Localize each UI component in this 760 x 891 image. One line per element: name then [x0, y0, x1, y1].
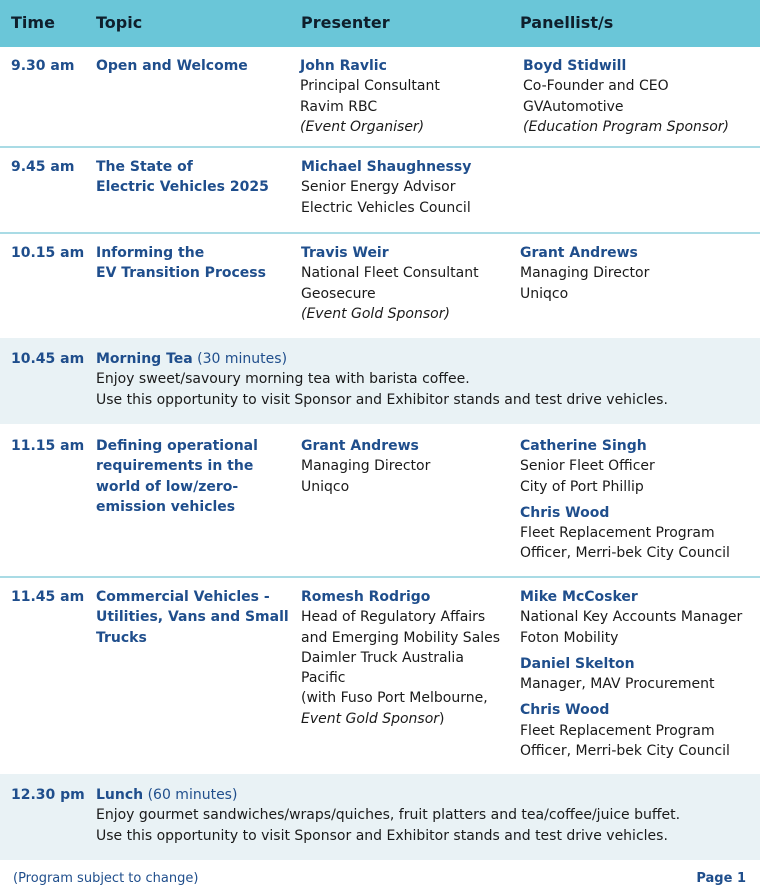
break-title: Morning Tea: [96, 351, 193, 367]
break-cell: Morning Tea (30 minutes) Enjoy sweet/savoury morning tea with barista coffee. Use this opportunity to visit Sponsor and Exhibitor stands and test drive vehicles.: [96, 351, 668, 408]
presenter-cell: Romesh Rodrigo Head of Regulatory Affairs and Emerging Mobility Sales Daimler Truck Australia Pacific (with Fuso Port Melbourne, Event Gold Sponsor): [301, 589, 501, 727]
panellist-name: Daniel Skelton: [520, 655, 635, 672]
presenter-name: Grant Andrews: [301, 438, 419, 454]
panellist-cell: Mike McCosker National Key Accounts Manager Foton Mobility Daniel Skelton Manager, MAV Procurement Chris Wood Fleet Replacement Program Officer, Merri-bek City Council: [520, 589, 743, 760]
presenter-cell: Michael Shaughnessy Senior Energy Advisor Electric Vehicles Council: [301, 159, 472, 216]
panellist-name: Catherine Singh: [520, 438, 647, 454]
presenter-name: John Ravlic: [300, 58, 387, 74]
header-topic: Topic: [96, 13, 143, 32]
row-topic: Commercial Vehicles - Utilities, Vans and Small Trucks: [96, 589, 289, 646]
row-time: 12.30 pm: [11, 787, 85, 803]
table-row: [0, 578, 760, 774]
presenter-cell: Grant Andrews Managing Director Uniqco: [301, 438, 431, 495]
panellist-cell: Grant Andrews Managing Director Uniqco: [520, 245, 650, 302]
table-row: [0, 424, 760, 576]
break-duration: (30 minutes): [197, 351, 288, 367]
presenter-name: Travis Weir: [301, 245, 389, 261]
header-time: Time: [11, 13, 55, 32]
row-time: 9.30 am: [11, 58, 75, 74]
panellist-name: Mike McCosker: [520, 589, 638, 605]
panellist-name: Chris Wood: [520, 702, 610, 719]
row-time: 10.45 am: [11, 351, 85, 367]
program-note: (Program subject to change): [13, 871, 199, 886]
panellist-name: Grant Andrews: [520, 245, 638, 261]
row-topic: Open and Welcome: [96, 58, 248, 74]
presenter-cell: Travis Weir National Fleet Consultant Geosecure (Event Gold Sponsor): [301, 245, 479, 322]
presenter-name: Michael Shaughnessy: [301, 159, 472, 175]
panellist-cell: Boyd Stidwill Co-Founder and CEO GVAutomotive (Education Program Sponsor): [523, 58, 729, 135]
row-time: 9.45 am: [11, 159, 75, 175]
panellist-cell: Catherine Singh Senior Fleet Officer City of Port Phillip Chris Wood Fleet Replacement Program Officer, Merri-bek City Council: [520, 438, 730, 562]
break-duration: (60 minutes): [147, 787, 238, 803]
break-row: [0, 774, 760, 860]
table-row: [0, 234, 760, 338]
header-panellists: Panellist/s: [520, 13, 614, 32]
presenter-name: Romesh Rodrigo: [301, 589, 431, 605]
row-topic: The State of Electric Vehicles 2025: [96, 159, 269, 196]
table-header: [0, 0, 760, 47]
row-topic: Informing the EV Transition Process: [96, 245, 266, 282]
row-time: 11.45 am: [11, 589, 85, 605]
page-number: Page 1: [696, 871, 746, 886]
break-row: [0, 338, 760, 424]
row-time: 11.15 am: [11, 438, 85, 454]
header-presenter: Presenter: [301, 13, 390, 32]
table-row: [0, 47, 760, 146]
panellist-name: Chris Wood: [520, 504, 610, 521]
row-time: 10.15 am: [11, 245, 85, 261]
break-title: Lunch: [96, 787, 144, 803]
break-cell: Lunch (60 minutes) Enjoy gourmet sandwiches/wraps/quiches, fruit platters and tea/coffee/juice buffet. Use this opportunity to visit Sponsor and Exhibitor stands and test drive vehicles.: [96, 787, 681, 844]
panellist-name: Boyd Stidwill: [523, 58, 627, 74]
table-row: [0, 148, 760, 232]
presenter-cell: John Ravlic Principal Consultant Ravim RBC (Event Organiser): [300, 58, 440, 135]
row-topic: Defining operational requirements in the world of low/zero- emission vehicles: [96, 438, 258, 515]
